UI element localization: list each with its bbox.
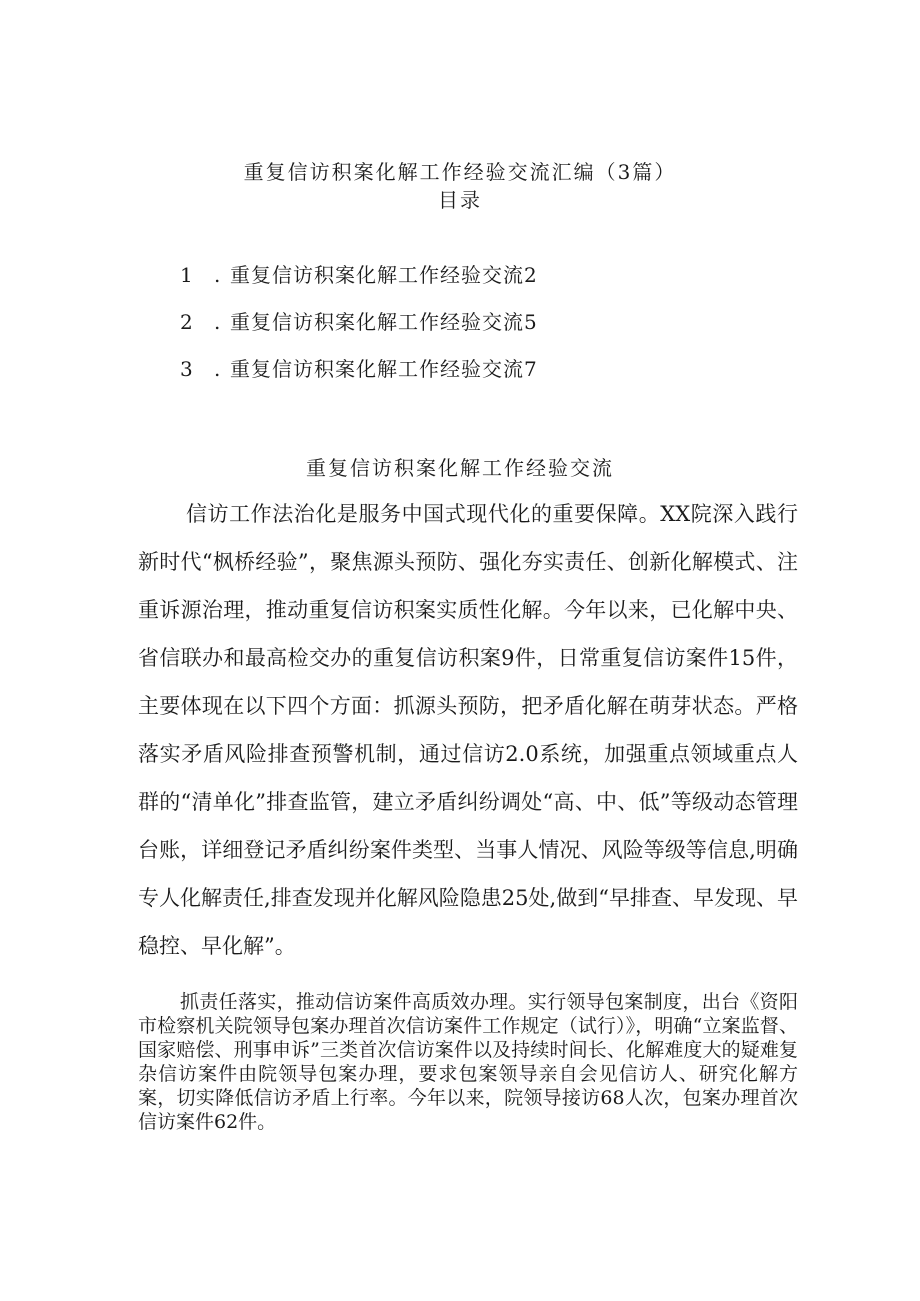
toc-entry-dot: . — [214, 357, 222, 381]
section-title: 重复信访积案化解工作经验交流 — [306, 456, 614, 480]
toc-entry-page: 5 — [524, 310, 538, 334]
toc-entry[interactable] — [180, 306, 538, 335]
toc-entry-title: 重复信访积案化解工作经验交流 — [230, 357, 524, 381]
toc-entry-dot: . — [214, 263, 222, 287]
toc-entry-page: 7 — [524, 357, 538, 381]
toc-entry-number: 1 — [180, 263, 194, 287]
toc-heading: 目录 — [438, 188, 482, 212]
toc-entry-number: 3 — [180, 357, 194, 381]
document-title: 重复信访积案化解工作经验交流汇编（3篇） — [243, 160, 677, 184]
toc-entry[interactable] — [180, 353, 538, 382]
body-paragraph: 信访工作法治化是服务中国式现代化的重要保障。XX院深入践行新时代“枫桥经验”，聚焦源头预防、强化夯实责任、创新化解模式、注重诉源治理，推动重复信访积案实质性化解。今年以来，已化解中央、省信联办和最高检交办的重复信访积案9件，日常重复信访案件15件，主要体现在以下四个方面：抓源头预防，把矛盾化解在萌芽状态。严格落实矛盾风险排查预警机制，通过信访2.0系统，加强重点领域重点人群的“清单化”排查监管，建立矛盾纠纷调处“高、中、低”等级动态管理台账，详细登记矛盾纠纷案件类型、当事人情况、风险等级等信息,明确专人化解责任,排查发现并化解风险隐患25处,做到“早排查、早发现、早稳控、早化解”。 — [138, 502, 798, 958]
toc-entry-number: 2 — [180, 310, 194, 334]
body-paragraph: 抓责任落实，推动信访案件高质效办理。实行领导包案制度，出台《资阳市检察机关院领导包案办理首次信访案件工作规定（试行）》，明确“立案监督、国家赔偿、刑事申诉”三类首次信访案件以及持续时间长、化解难度大的疑难复杂信访案件由院领导包案办理，要求包案领导亲自会见信访人、研究化解方案，切实降低信访矛盾上行率。今年以来，院领导接访68人次，包案办理首次信访案件62件。 — [138, 991, 798, 1133]
toc-entry[interactable] — [180, 259, 538, 288]
toc-entry-dot: . — [214, 310, 222, 334]
toc-entry-page: 2 — [524, 263, 538, 287]
toc-entry-title: 重复信访积案化解工作经验交流 — [230, 310, 524, 334]
toc-entry-title: 重复信访积案化解工作经验交流 — [230, 263, 524, 287]
